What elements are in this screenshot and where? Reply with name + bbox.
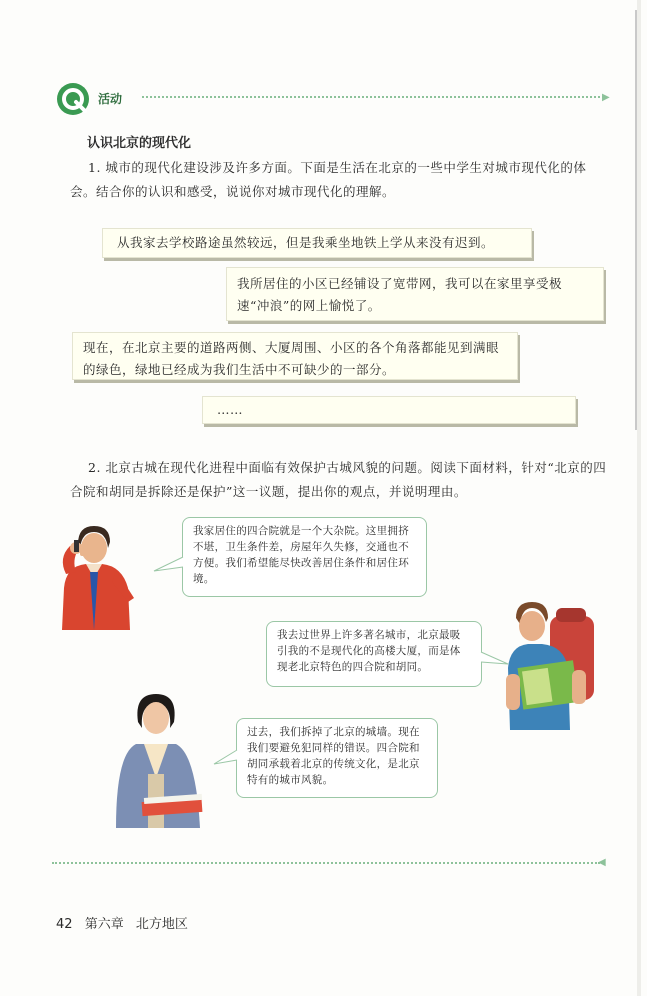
speech-bubble: 我去过世界上许多著名城市，北京最吸引我的不是现代化的高楼大厦，而是体现老北京特色的四合院和胡同。 bbox=[266, 621, 482, 687]
student-note: 从我家去学校路途虽然较远，但是我乘坐地铁上学从来没有迟到。 bbox=[102, 228, 532, 258]
page-edge bbox=[637, 0, 641, 996]
student-note: …… bbox=[202, 396, 576, 424]
divider-arrow-icon: ◀ bbox=[598, 857, 606, 868]
woman-illustration bbox=[108, 688, 214, 834]
student-note: 现在，在北京主要的道路两侧、大厦周围、小区的各个角落都能见到满眼的绿色，绿地已经成为我们生活中不可缺少的一部分。 bbox=[72, 332, 518, 380]
bubble-tail bbox=[152, 555, 184, 575]
question-1: 1. 城市的现代化建设涉及许多方面。下面是生活在北京的一些中学生对城市现代化的体会。结合你的认识和感受，说说你对城市现代化的理解。 bbox=[70, 160, 587, 199]
student-note: 我所居住的小区已经铺设了宽带网，我可以在家里享受极速“冲浪”的网上愉悦了。 bbox=[226, 267, 604, 321]
section-title: 认识北京的现代化 bbox=[87, 136, 192, 151]
bubble-tail bbox=[480, 650, 510, 670]
resident-boy-illustration bbox=[56, 518, 156, 636]
divider-arrow-icon: ▶ bbox=[602, 92, 610, 103]
bubble-tail bbox=[212, 748, 238, 768]
question-2: 2. 北京古城在现代化进程中面临有效保护古城风貌的问题。阅读下面材料，针对“北京的四合院和胡同是拆除还是保护”这一议题，提出你的观点，并说明理由。 bbox=[70, 460, 607, 499]
chapter-title: 北方地区 bbox=[135, 917, 188, 932]
activity-icon bbox=[56, 82, 90, 116]
page-footer bbox=[56, 913, 196, 932]
activity-label: 活动 bbox=[98, 92, 123, 106]
page-margin-line bbox=[635, 10, 637, 430]
page-number: 42 bbox=[56, 917, 73, 932]
divider-bottom bbox=[52, 862, 600, 864]
chapter-number: 第六章 bbox=[84, 917, 124, 932]
speech-bubble: 过去，我们拆掉了北京的城墙。现在我们要避免犯同样的错误。四合院和胡同承载着北京的传统文化，是北京特有的城市风貌。 bbox=[236, 718, 438, 798]
tourist-illustration bbox=[502, 598, 606, 738]
divider-top bbox=[142, 96, 604, 98]
speech-bubble: 我家居住的四合院就是一个大杂院。这里拥挤不堪，卫生条件差，房屋年久失修，交通也不方便。我们希望能尽快改善居住条件和居住环境。 bbox=[182, 517, 427, 597]
